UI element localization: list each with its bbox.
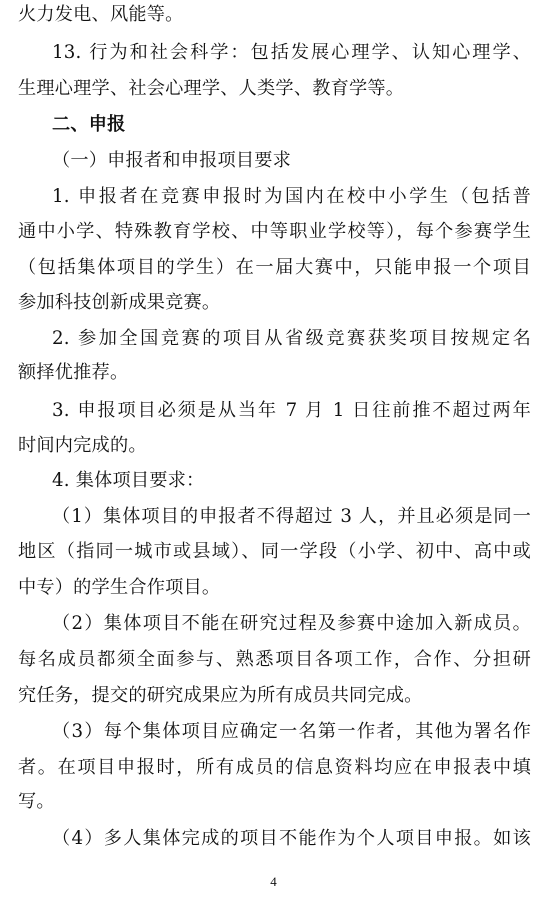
page-number: 4 bbox=[270, 874, 277, 889]
text-line: 写。 bbox=[18, 791, 55, 812]
text-line: （1）集体项目的申报者不得超过 3 人，并且必须是同一 bbox=[52, 506, 531, 527]
text-line: 13. 行为和社会科学：包括发展心理学、认知心理学、 bbox=[52, 42, 531, 63]
text-line: （4）多人集体完成的项目不能作为个人项目申报。如该 bbox=[52, 828, 531, 849]
text-line: 2. 参加全国竞赛的项目从省级竞赛获奖项目按规定名 bbox=[52, 328, 531, 349]
subsection-heading: （一）申报者和申报项目要求 bbox=[52, 150, 292, 171]
section-heading: 二、申报 bbox=[52, 114, 126, 135]
text-line: 者。在项目申报时，所有成员的信息资料均应在申报表中填 bbox=[18, 757, 531, 778]
text-line: 火力发电、风能等。 bbox=[18, 4, 184, 25]
text-line: 额择优推荐。 bbox=[18, 362, 129, 383]
text-line: （2）集体项目不能在研究过程及参赛中途加入新成员。 bbox=[52, 613, 531, 634]
text-line: 1. 申报者在竞赛申报时为国内在校中小学生（包括普 bbox=[52, 186, 531, 207]
text-line: 参加科技创新成果竞赛。 bbox=[18, 292, 221, 313]
text-line: 4. 集体项目要求： bbox=[52, 470, 205, 491]
text-line: 通中小学、特殊教育学校、中等职业学校等），每个参赛学生 bbox=[18, 221, 531, 242]
text-line: 生理心理学、社会心理学、人类学、教育学等。 bbox=[18, 78, 405, 99]
text-line: 中专）的学生合作项目。 bbox=[18, 577, 221, 598]
text-line: 每名成员都须全面参与、熟悉项目各项工作，合作、分担研 bbox=[18, 649, 531, 670]
text-line: 究任务，提交的研究成果应为所有成员共同完成。 bbox=[18, 685, 423, 706]
text-line: 3. 申报项目必须是从当年 7 月 1 日往前推不超过两年 bbox=[52, 400, 531, 421]
text-line: 时间内完成的。 bbox=[18, 435, 147, 456]
text-line: （3）每个集体项目应确定一名第一作者，其他为署名作 bbox=[52, 721, 531, 742]
text-line: （包括集体项目的学生）在一届大赛中，只能申报一个项目 bbox=[18, 257, 531, 278]
text-line: 地区（指同一城市或县域）、同一学段（小学、初中、高中或 bbox=[18, 541, 531, 562]
